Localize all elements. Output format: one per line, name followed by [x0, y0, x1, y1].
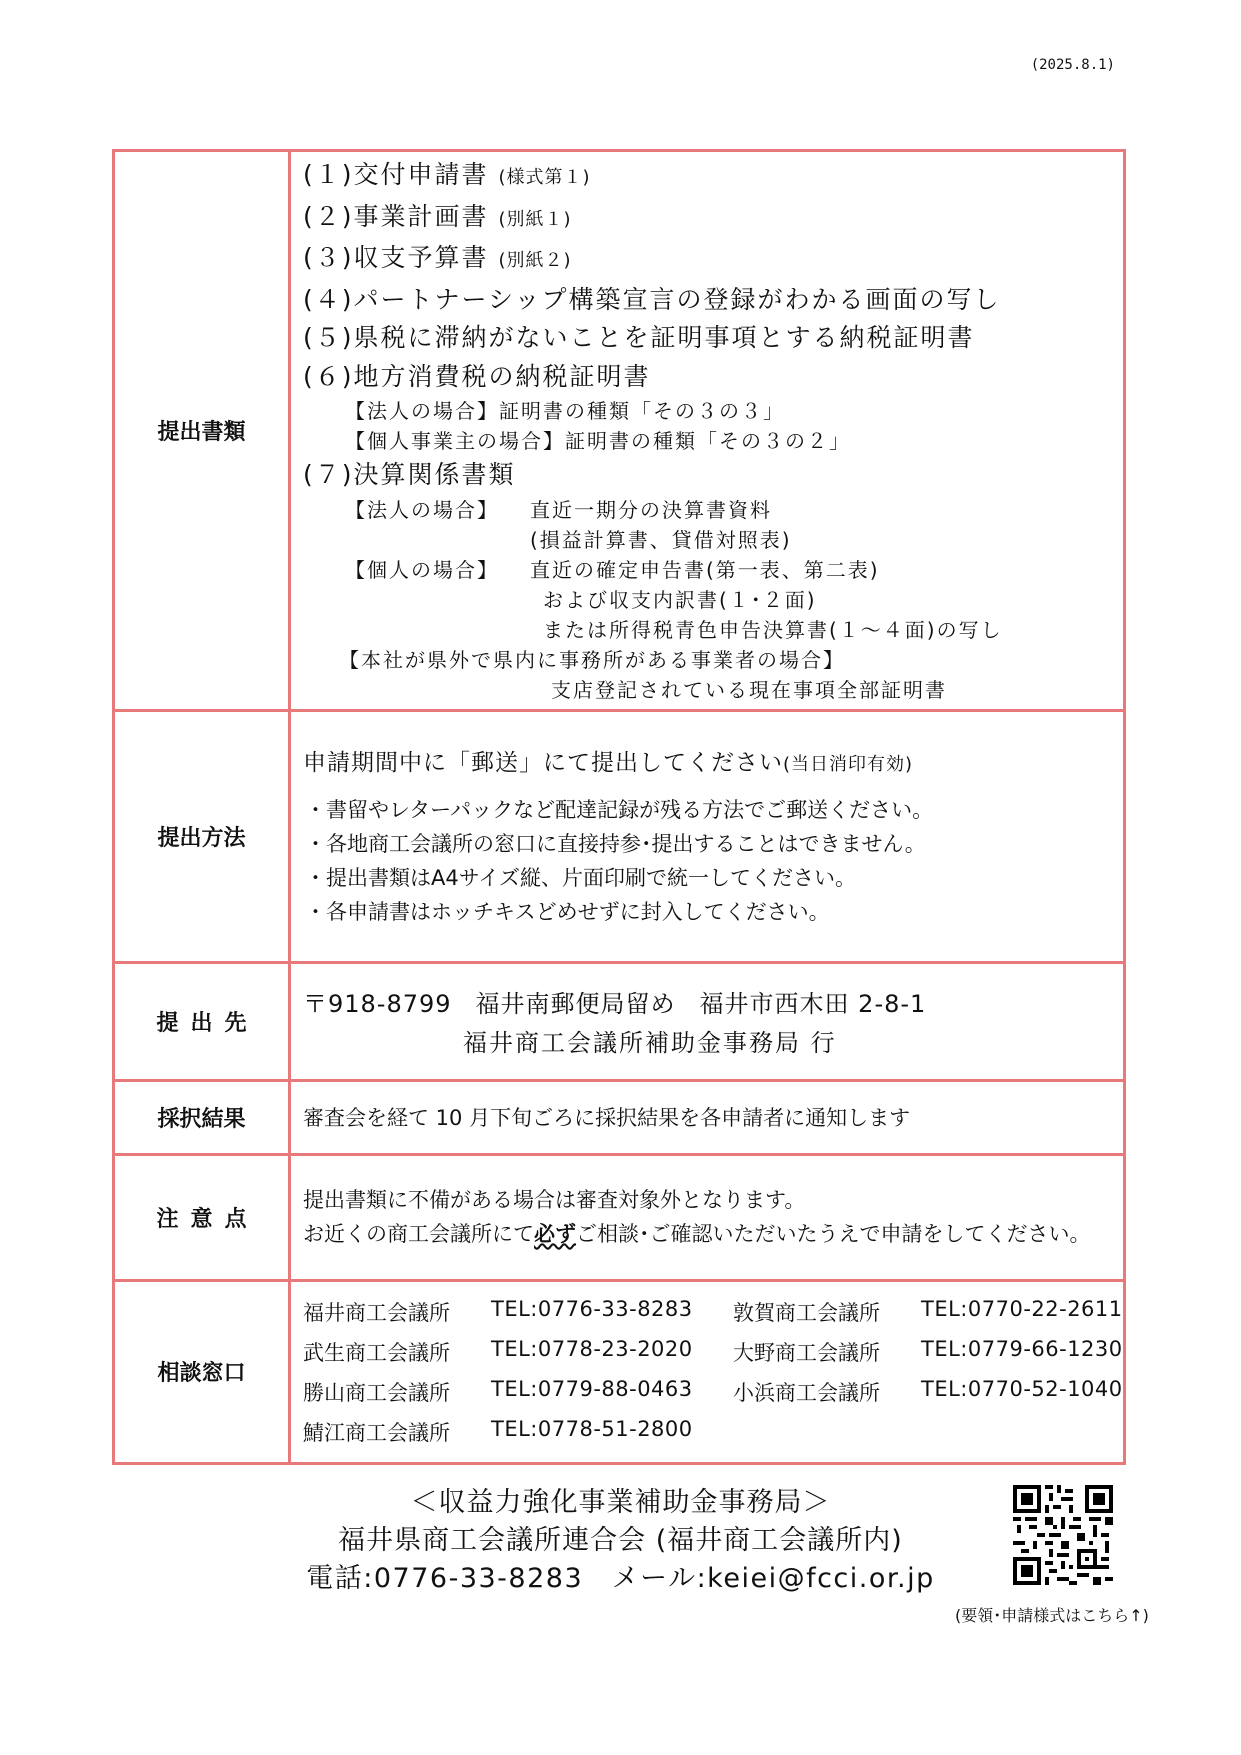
notes-line-2: お近くの商工会議所にて必ずご相談･ご確認いただいたうえで申請をしてください。: [303, 1222, 1091, 1246]
documents-content: [290, 151, 1125, 711]
post-office: 福井南郵便局留め: [475, 990, 676, 1018]
contact-sabae: 鯖江商工会議所 TEL:0778-51-2800: [303, 1416, 693, 1445]
contact-katsuyama: 勝山商工会議所 TEL:0779-88-0463: [303, 1376, 693, 1405]
method-item-1: ・書留やレターパックなど配達記録が残る方法でご郵送ください。: [305, 797, 934, 822]
destination-label: 提出先: [114, 962, 290, 1080]
footer-office: ＜収益力強化事業補助金事務局＞: [410, 1487, 831, 1518]
method-item-3: ・提出書類はA4サイズ縦、片面印刷で統一してください。: [305, 865, 857, 890]
method-item-2: ・各地商工会議所の窓口に直接持参･提出することはできません。: [305, 831, 926, 856]
emphasis-must: 必ず: [534, 1222, 576, 1246]
doc-item-branch: 【本社が県外で県内に事務所がある事業者の場合】: [339, 647, 845, 672]
result-label: 採択結果: [114, 1080, 290, 1154]
doc-item-6: (６)地方消費税の納税証明書: [303, 361, 651, 391]
contact-obama: 小浜商工会議所 TEL:0770-52-1040: [733, 1376, 1123, 1405]
documents-row: [114, 151, 1125, 711]
notes-line-1: 提出書類に不備がある場合は審査対象外となります。: [303, 1188, 806, 1212]
documents-label: 提出書類: [114, 151, 290, 711]
method-item-4: ・各申請書はホッチキスどめせずに封入してください。: [305, 899, 830, 924]
contacts-grid: [303, 1296, 1123, 1447]
doc-item-6-corporate: 【法人の場合】証明書の種類「その３の３」: [345, 399, 785, 423]
notes-label: 注意点: [114, 1154, 290, 1280]
contact-ono: 大野商工会議所 TEL:0779-66-1230: [733, 1336, 1123, 1365]
contacts-row: [114, 1280, 1125, 1463]
contacts-content: [290, 1280, 1125, 1463]
doc-item-7: (７)決算関係書類: [303, 460, 516, 489]
qr-code-icon[interactable]: [1013, 1485, 1113, 1585]
destination-row: [114, 962, 1125, 1080]
doc-item-5: (５)県税に滞納がないことを証明事項とする納税証明書: [303, 323, 975, 352]
destination-content: [290, 962, 1125, 1080]
doc-item-7-individual-detail-2: または所得税青色申告決算書(１～４面)の写し: [543, 617, 1003, 642]
doc-item-4: (４)パートナーシップ構築宣言の登録がわかる画面の写し: [303, 284, 1001, 314]
doc-item-7-individual-detail-1: および収支内訳書(１･２面): [543, 587, 817, 612]
notes-content: [290, 1154, 1125, 1280]
doc-item-3: (３)収支予算書 (別紙２): [303, 243, 572, 272]
contact-takefu: 武生商工会議所 TEL:0778-23-2020: [303, 1336, 693, 1365]
contact-fukui: 福井商工会議所 TEL:0776-33-8283: [303, 1296, 693, 1325]
requirements-table: [112, 149, 1126, 1465]
destination-recipient: 福井商工会議所補助金事務局 行: [463, 1029, 837, 1057]
doc-item-7-corporate: 【法人の場合】 直近一期分の決算書資料: [345, 497, 772, 522]
method-lead: 申請期間中に「郵送」にて提出してください(当日消印有効): [303, 749, 914, 776]
doc-item-7-individual: 【個人の場合】 直近の確定申告書(第一表、第二表): [345, 557, 880, 582]
qr-caption: (要領･申請様式はこちら↑): [955, 1606, 1149, 1625]
destination-address-line: [303, 984, 1115, 1019]
method-label: 提出方法: [114, 710, 290, 962]
result-text: 審査会を経て 10 月下旬ごろに採択結果を各申請者に通知します: [290, 1080, 1125, 1154]
result-row: [114, 1080, 1125, 1154]
contact-tsuruga: 敦賀商工会議所 TEL:0770-22-2611: [733, 1296, 1123, 1325]
footer-org: 福井県商工会議所連合会 (福井商工会議所内): [338, 1525, 903, 1556]
doc-item-2: (２)事業計画書 (別紙１): [303, 201, 572, 231]
doc-item-6-sole-proprietor: 【個人事業主の場合】証明書の種類「その３の２」: [345, 429, 851, 453]
doc-item-branch-detail: 支店登記されている現在事項全部証明書: [551, 677, 947, 702]
doc-item-7-corporate-detail: (損益計算書、貸借対照表): [530, 527, 792, 552]
footer-contact: 電話:0776-33-8283 メール:keiei@fcci.or.jp: [306, 1563, 935, 1594]
document-date: (2025.8.1): [1030, 57, 1115, 73]
method-row: [114, 710, 1125, 962]
doc-item-1: (１)交付申請書 (様式第１): [303, 160, 591, 189]
street-address: 福井市西木田 2-8-1: [699, 990, 927, 1018]
method-content: [290, 710, 1125, 962]
notes-row: [114, 1154, 1125, 1280]
postal-code: 〒918-8799: [303, 990, 452, 1018]
contacts-label: 相談窓口: [114, 1280, 290, 1463]
